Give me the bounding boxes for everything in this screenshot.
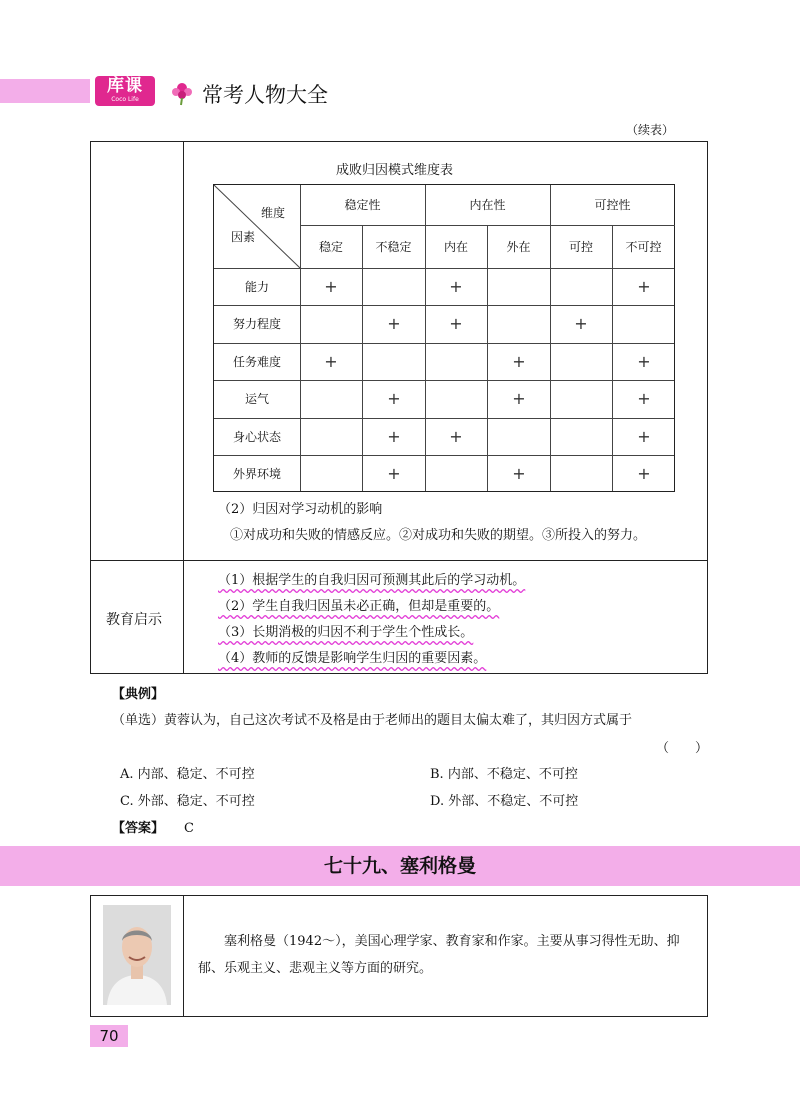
factor-label: 身心状态 (232, 430, 281, 444)
group-header-stability: 稳定性 (344, 198, 381, 212)
attribution-mark: + (512, 389, 526, 408)
corner-top-label: 维度 (260, 206, 285, 220)
example-question: （单选）黄蓉认为，自己这次考试不及格是由于老师出的题目太偏太难了，其归因方式属于 (112, 713, 633, 728)
subheader-external: 外在 (506, 240, 531, 254)
subheader-stable: 稳定 (318, 240, 343, 254)
factor-label: 能力 (244, 280, 269, 294)
option-a: A. 内部、稳定、不可控 (120, 767, 255, 782)
page-number: 70 (90, 1025, 128, 1047)
example-heading: 【典例】 (112, 687, 165, 702)
attribution-table-caption: 成败归因模式维度表 (336, 163, 454, 178)
header-title: 常考人物大全 (202, 83, 328, 107)
row-line (214, 455, 674, 456)
bio-text: 塞利格曼（1942～），美国心理学家、教育家和作家。主要从事习得性无助、抑郁、乐观主义、悲观主义等方面的研究。 (198, 934, 680, 976)
attribution-mark: + (387, 427, 401, 446)
education-label: 教育启示 (106, 612, 162, 628)
content-table-divider (183, 141, 184, 674)
education-item: （4）教师的反馈是影响学生归因的重要因素。 (218, 651, 487, 666)
subheader-controllable: 可控 (568, 240, 593, 254)
attribution-mark: + (637, 277, 651, 296)
factor-label: 任务难度 (232, 355, 281, 369)
attribution-mark: + (574, 314, 588, 333)
row-line (214, 343, 674, 344)
subheader-unstable: 不稳定 (375, 240, 412, 254)
answer-label: 【答案】 (112, 821, 165, 836)
row-line (214, 380, 674, 381)
subheader-uncontrollable: 不可控 (625, 240, 662, 254)
flower-icon (168, 78, 196, 106)
attribution-mark: + (387, 389, 401, 408)
attribution-mark: + (449, 427, 463, 446)
group-header-locus: 内在性 (469, 198, 506, 212)
education-item: （3）长期消极的归因不利于学生个性成长。 (218, 625, 474, 640)
section-title: 七十九、塞利格曼 (323, 855, 476, 877)
col-line (612, 225, 613, 491)
row-line (214, 418, 674, 419)
logo-text: 库课 (107, 76, 143, 96)
bio-divider (183, 895, 184, 1017)
subheader-internal: 内在 (443, 240, 468, 254)
col-line (487, 225, 488, 491)
logo-subtext: Coco Life (111, 96, 139, 103)
col-line (362, 225, 363, 491)
influence-title: （2）归因对学习动机的影响 (218, 502, 383, 517)
attribution-mark: + (324, 277, 338, 296)
portrait-photo (103, 905, 171, 1005)
attribution-mark: + (449, 277, 463, 296)
attribution-mark: + (449, 314, 463, 333)
option-d: D. 外部、不稳定、不可控 (430, 794, 579, 809)
attribution-mark: + (387, 314, 401, 333)
header-accent-bar (0, 79, 90, 103)
attribution-table (213, 184, 675, 492)
col-line (550, 185, 551, 491)
corner-bottom-label: 因素 (230, 230, 255, 244)
col-line (425, 185, 426, 491)
attribution-mark: + (637, 427, 651, 446)
attribution-mark: + (324, 352, 338, 371)
factor-label: 努力程度 (232, 317, 281, 331)
answer-value: C (184, 821, 194, 836)
attribution-mark: + (637, 389, 651, 408)
education-item: （1）根据学生的自我归因可预测其此后的学习动机。 (218, 573, 526, 588)
attribution-mark: + (387, 464, 401, 483)
continued-label: （续表） (626, 123, 675, 137)
corner-diagonal (214, 185, 300, 268)
row-line (214, 305, 674, 306)
group-header-control: 可控性 (594, 198, 631, 212)
header-bottom-line (214, 268, 674, 269)
publisher-logo (95, 76, 155, 106)
answer-blank: （ ） (656, 741, 709, 756)
influence-text: ①对成功和失败的情感反应。②对成功和失败的期望。③所投入的努力。 (230, 528, 647, 543)
attribution-mark: + (637, 352, 651, 371)
factor-label: 外界环境 (232, 467, 281, 481)
attribution-mark: + (512, 464, 526, 483)
col-line (300, 185, 301, 491)
factor-label: 运气 (244, 392, 269, 406)
attribution-mark: + (512, 352, 526, 371)
education-item: （2）学生自我归因虽未必正确，但却是重要的。 (218, 599, 500, 614)
attribution-mark: + (637, 464, 651, 483)
option-b: B. 内部、不稳定、不可控 (430, 767, 578, 782)
option-c: C. 外部、稳定、不可控 (120, 794, 255, 809)
content-table-row-divider (90, 560, 708, 561)
